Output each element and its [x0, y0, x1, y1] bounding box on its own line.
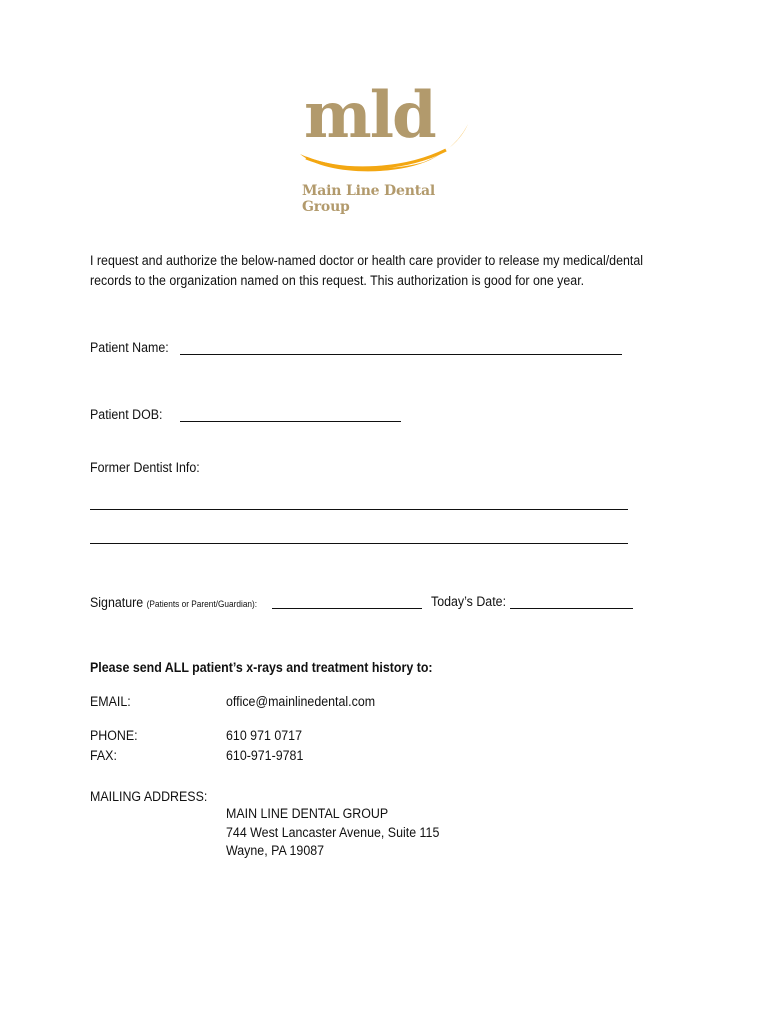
email-label: EMAIL:	[90, 694, 131, 709]
patient-name-label: Patient Name:	[90, 340, 169, 355]
patient-name-field[interactable]	[180, 354, 622, 355]
former-dentist-label: Former Dentist Info:	[90, 460, 200, 475]
intro-line-2: records to the organization named on this request. This authorization is good for one year.	[90, 273, 585, 288]
former-dentist-field-line-1[interactable]	[90, 509, 628, 510]
logo-company-name: Main Line Dental Group	[302, 183, 435, 215]
fax-label: FAX:	[90, 748, 117, 763]
signature-row	[90, 595, 257, 610]
fax-value: 610-971-9781	[226, 748, 304, 763]
email-value: office@mainlinedental.com	[226, 694, 376, 709]
address-line-3: Wayne, PA 19087	[226, 843, 325, 858]
signature-note: (Patients or Parent/Guardian):	[146, 599, 258, 609]
phone-value: 610 971 0717	[226, 728, 302, 743]
signature-label: Signature	[90, 595, 144, 610]
todays-date-label: Today’s Date:	[431, 594, 507, 609]
intro-line-1: I request and authorize the below-named doctor or health care provider to release my medical/dental	[90, 253, 644, 268]
phone-label: PHONE:	[90, 728, 138, 743]
todays-date-field[interactable]	[510, 608, 633, 609]
address-line-1: MAIN LINE DENTAL GROUP	[226, 806, 389, 821]
send-heading: Please send ALL patient’s x-rays and treatment history to:	[90, 660, 433, 675]
mailing-address-label: MAILING ADDRESS:	[90, 789, 208, 804]
logo-mark: mld	[304, 78, 435, 153]
patient-dob-field[interactable]	[180, 421, 401, 422]
main-line-dental-logo	[296, 78, 476, 215]
former-dentist-field-line-2[interactable]	[90, 543, 628, 544]
signature-field[interactable]	[272, 608, 422, 609]
patient-dob-label: Patient DOB:	[90, 407, 163, 422]
address-line-2: 744 West Lancaster Avenue, Suite 115	[226, 825, 440, 840]
